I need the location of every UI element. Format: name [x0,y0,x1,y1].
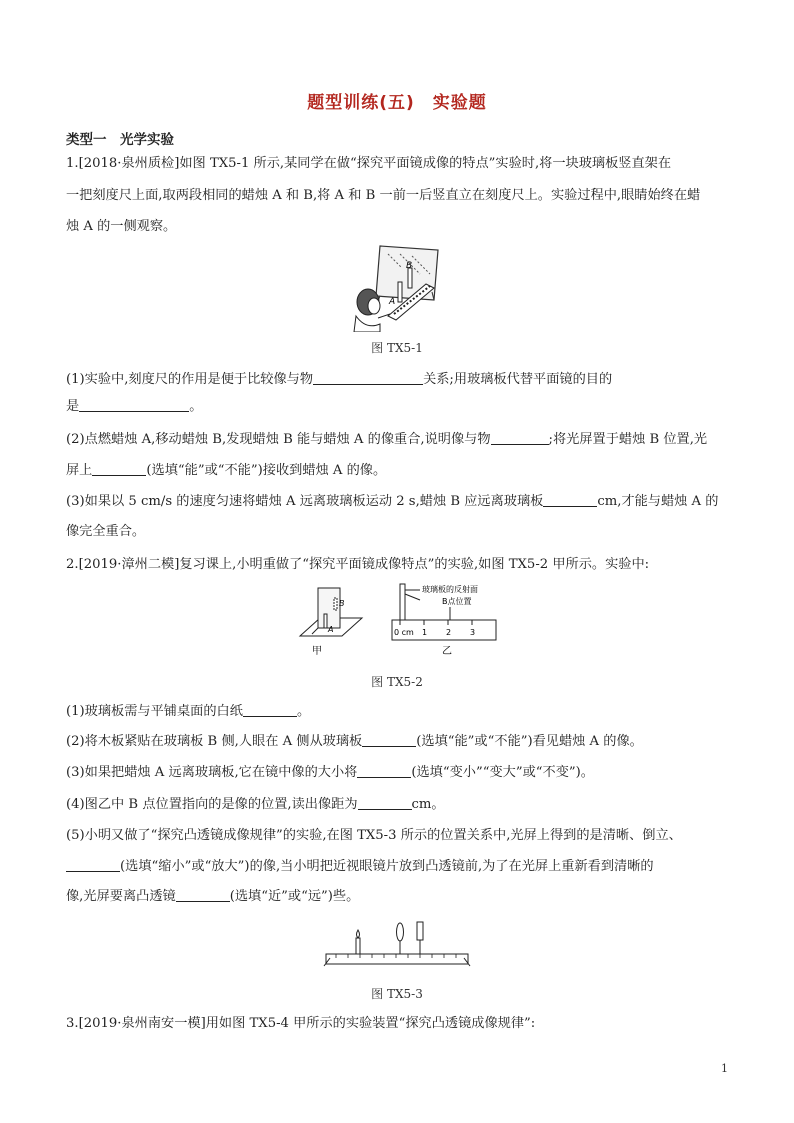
fig1-label-a: A [389,297,396,307]
q2-sub5-blank2 [176,887,230,902]
q2-stem: 2.[2019·漳州二模]复习课上,小明重做了“探究平面镜成像特点”的实验,如图 TX5-2 甲所示。实验中: [66,557,650,572]
page-title: 题型训练(五) 实验题 [307,93,487,113]
q2-sub4-text-b: cm。 [411,797,445,812]
fig1-label-b: B [406,261,413,271]
q1-sub2-line1 [66,426,730,454]
q2-sub5-blank1 [66,857,120,872]
q1-sub2-text-b: ;将光屏置于蜡烛 B 位置,光 [548,432,708,447]
q2-sub3-text-b: (选填“变小”“变大”或“不变”)。 [411,765,594,780]
q1-sub3-text-a: (3)如果以 5 cm/s 的速度匀速将蜡烛 A 远离玻璃板运动 2 s,蜡烛 B 应远离玻璃板 [66,494,544,509]
q1-sub1-line2 [66,393,730,421]
q2-sub5-text-d: (选填“近”或“远”)些。 [229,889,360,904]
q1-sub3-blank [543,492,597,507]
q1-sub3-text-b: cm,才能与蜡烛 A 的 [597,494,719,509]
q2-sub1 [66,698,730,726]
fig2-label-b: B [339,599,345,608]
q1-stem-line3: 烛 A 的一侧观察。 [66,219,177,234]
figure-tx5-3-caption: 图 TX5-3 [371,987,423,1001]
q2-sub1-blank [243,702,297,717]
ruler-tick-0: 0 cm [394,628,414,637]
q2-sub5-text-b: (选填“缩小”或“放大”)的像,当小明把近视眼镜片放到凸透镜前,为了在光屏上重新看到清晰的 [120,859,654,874]
q2-sub4-blank [358,795,412,810]
q1-stem-line2: 一把刻度尺上面,取两段相同的蜡烛 A 和 B,将 A 和 B 一前一后竖直立在刻度尺上。实验过程中,眼睛始终在蜡 [66,188,701,203]
q1-sub1-text-c: 是 [66,399,80,414]
q2-sub3-text-a: (3)如果把蜡烛 A 远离玻璃板,它在镜中像的大小将 [66,765,358,780]
q1-sub2-text-c: 屏上 [66,463,93,478]
q2-sub2-blank [362,732,416,747]
q1-sub3-line1 [66,488,730,516]
q2-sub5-line3 [66,883,730,911]
q1-sub1-line1 [66,366,730,394]
figure-tx5-1 [350,240,450,332]
q2-sub1-text-a: (1)玻璃板需与平铺桌面的白纸 [66,704,243,719]
q1-sub2-text-d: (选填“能”或“不能”)接收到蜡烛 A 的像。 [146,463,387,478]
figure-tx5-2-jia [298,582,364,660]
page-number: 1 [721,1062,728,1075]
figure-tx5-3 [322,914,472,974]
q2-sub4 [66,791,730,819]
q1-stem-line1: 1.[2018·泉州质检]如图 TX5-1 所示,某同学在做“探究平面镜成像的特点”实验时,将一块玻璃板竖直架在 [66,156,672,171]
q2-sub5-line2 [66,853,730,881]
q1-sub1-text-b: 关系;用玻璃板代替平面镜的目的 [423,372,613,387]
ruler-tick-1: 1 [422,628,428,637]
fig2-label-a: A [328,625,334,634]
q1-sub2-blank1 [491,430,549,445]
q2-sub2 [66,728,730,756]
section-heading: 类型一 光学实验 [66,132,174,148]
fig2-bpos-label: B点位置 [442,597,472,606]
q3-stem: 3.[2019·泉州南安一模]用如图 TX5-4 甲所示的实验装置“探究凸透镜成像规律”: [66,1016,536,1031]
q2-sub2-text-b: (选填“能”或“不能”)看见蜡烛 A 的像。 [416,734,643,749]
q1-sub2-blank2 [92,461,146,476]
q1-sub3-line2: 像完全重合。 [66,524,146,539]
figure-tx5-2-caption: 图 TX5-2 [371,675,423,689]
q2-sub1-text-b: 。 [296,704,311,719]
figure-tx5-2-yi [390,582,500,660]
ruler-tick-3: 3 [470,628,476,637]
figure-tx5-1-caption: 图 TX5-1 [371,341,423,355]
q1-sub1-text-d: 。 [189,399,203,414]
ruler-tick-2: 2 [446,628,452,637]
q1-sub2-text-a: (2)点燃蜡烛 A,移动蜡烛 B,发现蜡烛 B 能与蜡烛 A 的像重合,说明像与物 [66,432,491,447]
q1-sub1-blank1 [313,370,423,385]
q1-sub1-blank2 [79,397,189,412]
fig2-reflect-label: 玻璃板的反射面 [422,585,478,594]
fig2-label-yi: 乙 [442,646,452,657]
q2-sub5-line1: (5)小明又做了“探究凸透镜成像规律”的实验,在图 TX5-3 所示的位置关系中,光屏上得到的是清晰、倒立、 [66,828,682,843]
q1-sub2-line2 [66,457,730,485]
q2-sub2-text-a: (2)将木板紧贴在玻璃板 B 侧,人眼在 A 侧从玻璃板 [66,734,363,749]
q2-sub3-blank [357,763,411,778]
q2-sub4-text-a: (4)图乙中 B 点位置指向的是像的位置,读出像距为 [66,797,358,812]
q2-sub3 [66,759,730,787]
fig2-label-jia: 甲 [312,646,322,657]
q2-sub5-text-c: 像,光屏要离凸透镜 [66,889,176,904]
q1-sub1-text-a: (1)实验中,刻度尺的作用是便于比较像与物 [66,372,314,387]
